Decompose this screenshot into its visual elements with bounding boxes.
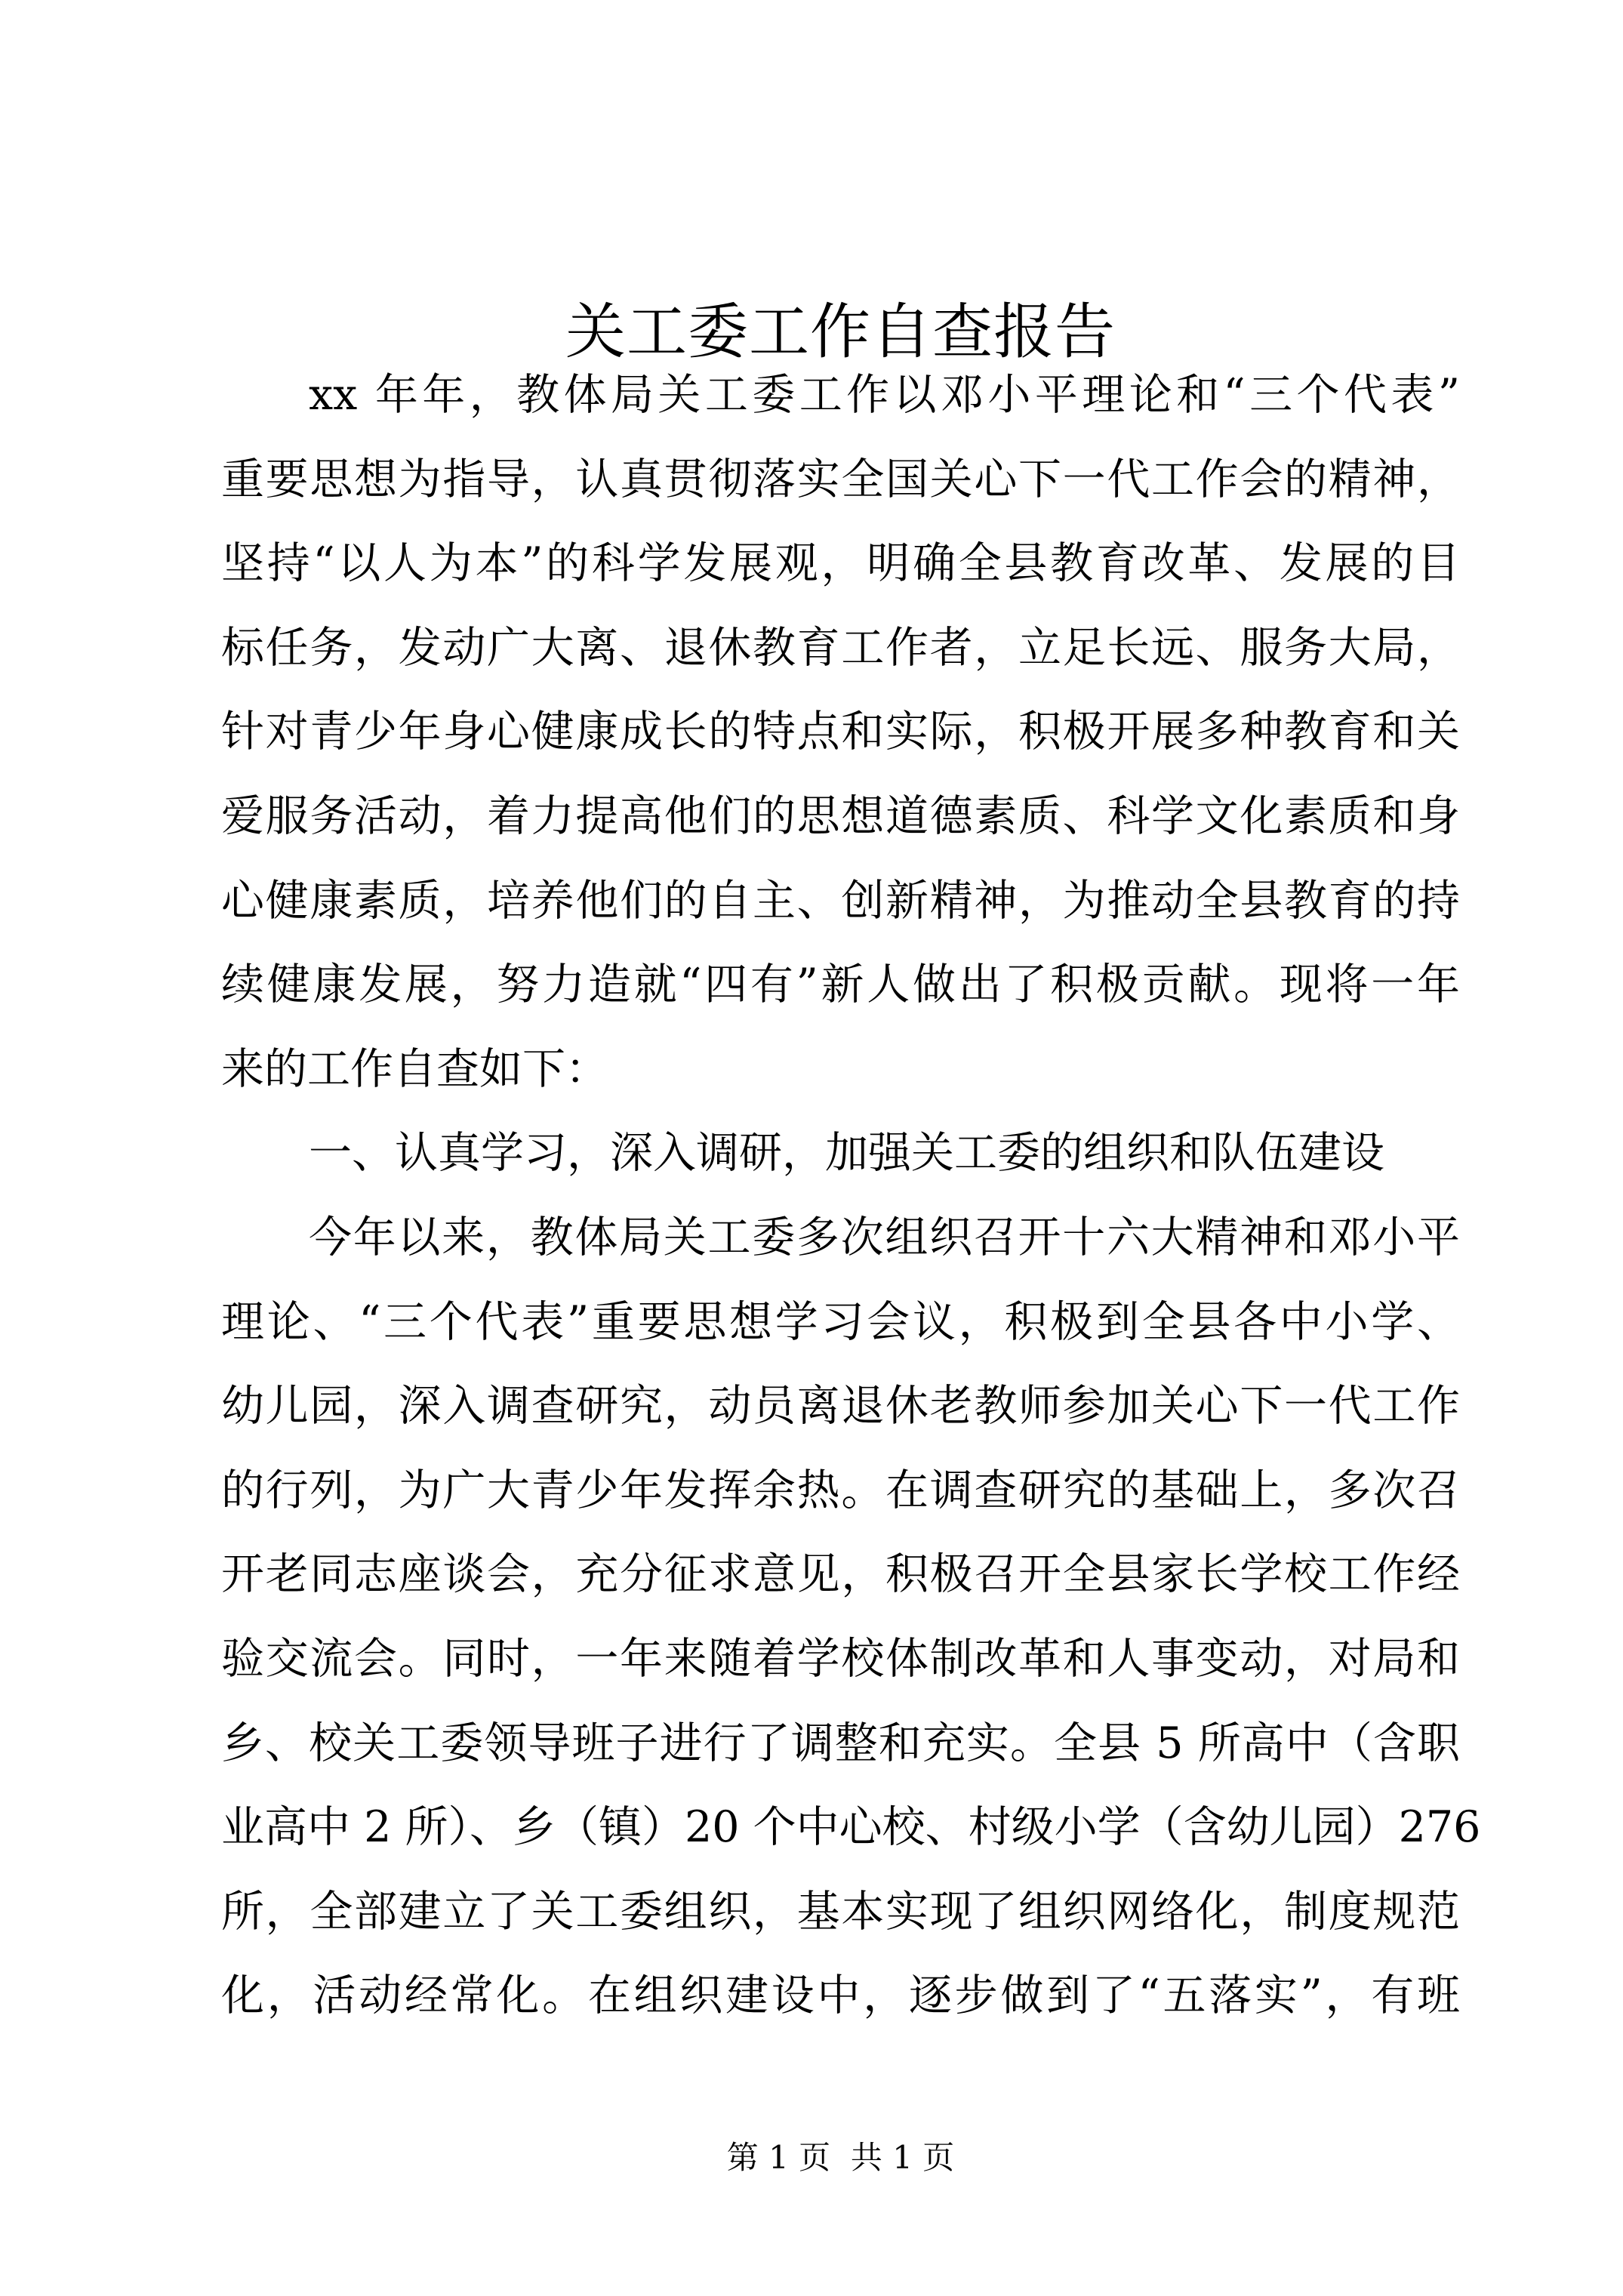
paragraph-line: 针对青少年身心健康成长的特点和实际，积极开展多种教育和关 (221, 707, 1460, 757)
paragraph-line: 的行列，为广大青少年发挥余热。在调查研究的基础上，多次召 (221, 1465, 1460, 1515)
section-heading-line: 一、认真学习，深入调研，加强关工委的组织和队伍建设 (309, 1128, 1384, 1179)
paragraph-line: 今年以来，教体局关工委多次组织召开十六大精神和邓小平 (309, 1212, 1460, 1262)
page-footer: 第 1 页 共 1 页 (726, 2139, 955, 2176)
paragraph-line: 来的工作自查如下： (221, 1043, 608, 1094)
section-heading (221, 1111, 1460, 1196)
paragraph-line: 重要思想为指导，认真贯彻落实全国关心下一代工作会的精神， (221, 454, 1460, 504)
paragraph-line: 幼儿园，深入调查研究，动员离退休老教师参加关心下一代工作 (221, 1381, 1460, 1432)
paragraph-line: 爱服务活动，着力提高他们的思想道德素质、科学文化素质和身 (221, 791, 1460, 841)
paragraph-line: 所，全部建立了关工委组织，基本实现了组织网络化，制度规范 (221, 1886, 1460, 1937)
paragraph-line: 验交流会。同时，一年来随着学校体制改革和人事变动，对局和 (221, 1633, 1460, 1684)
paragraph-line: xx 年年，教体局关工委工作以邓小平理论和“三个代表” (309, 370, 1460, 420)
paragraph-line: 乡、校关工委领导班子进行了调整和充实。全县 5 所高中（含职 (221, 1718, 1460, 1768)
paragraph-section-1 (221, 1196, 1481, 2039)
document-body (221, 353, 1481, 2039)
paragraph-line: 续健康发展，努力造就“四有”新人做出了积极贡献。现将一年 (221, 960, 1460, 1010)
paragraph-line: 业高中 2 所）、乡（镇）20 个中心校、村级小学（含幼儿园）276 (221, 1802, 1481, 1853)
paragraph-line: 标任务，发动广大离、退休教育工作者，立足长远、服务大局， (221, 622, 1460, 673)
paragraph-line: 心健康素质，培养他们的自主、创新精神，为推动全县教育的持 (221, 875, 1460, 926)
paragraph-line: 开老同志座谈会，充分征求意见，积极召开全县家长学校工作经 (221, 1549, 1460, 1600)
paragraph-line: 坚持“以人为本”的科学发展观，明确全县教育改革、发展的目 (221, 538, 1460, 589)
paragraph-intro (221, 353, 1460, 1111)
document-title: 关工委工作自查报告 (565, 297, 1116, 367)
paragraph-line: 理论、“三个代表”重要思想学习会议，积极到全县各中小学、 (221, 1296, 1460, 1347)
paragraph-line: 化，活动经常化。在组织建设中，逐步做到了“五落实”，有班 (221, 1971, 1460, 2021)
